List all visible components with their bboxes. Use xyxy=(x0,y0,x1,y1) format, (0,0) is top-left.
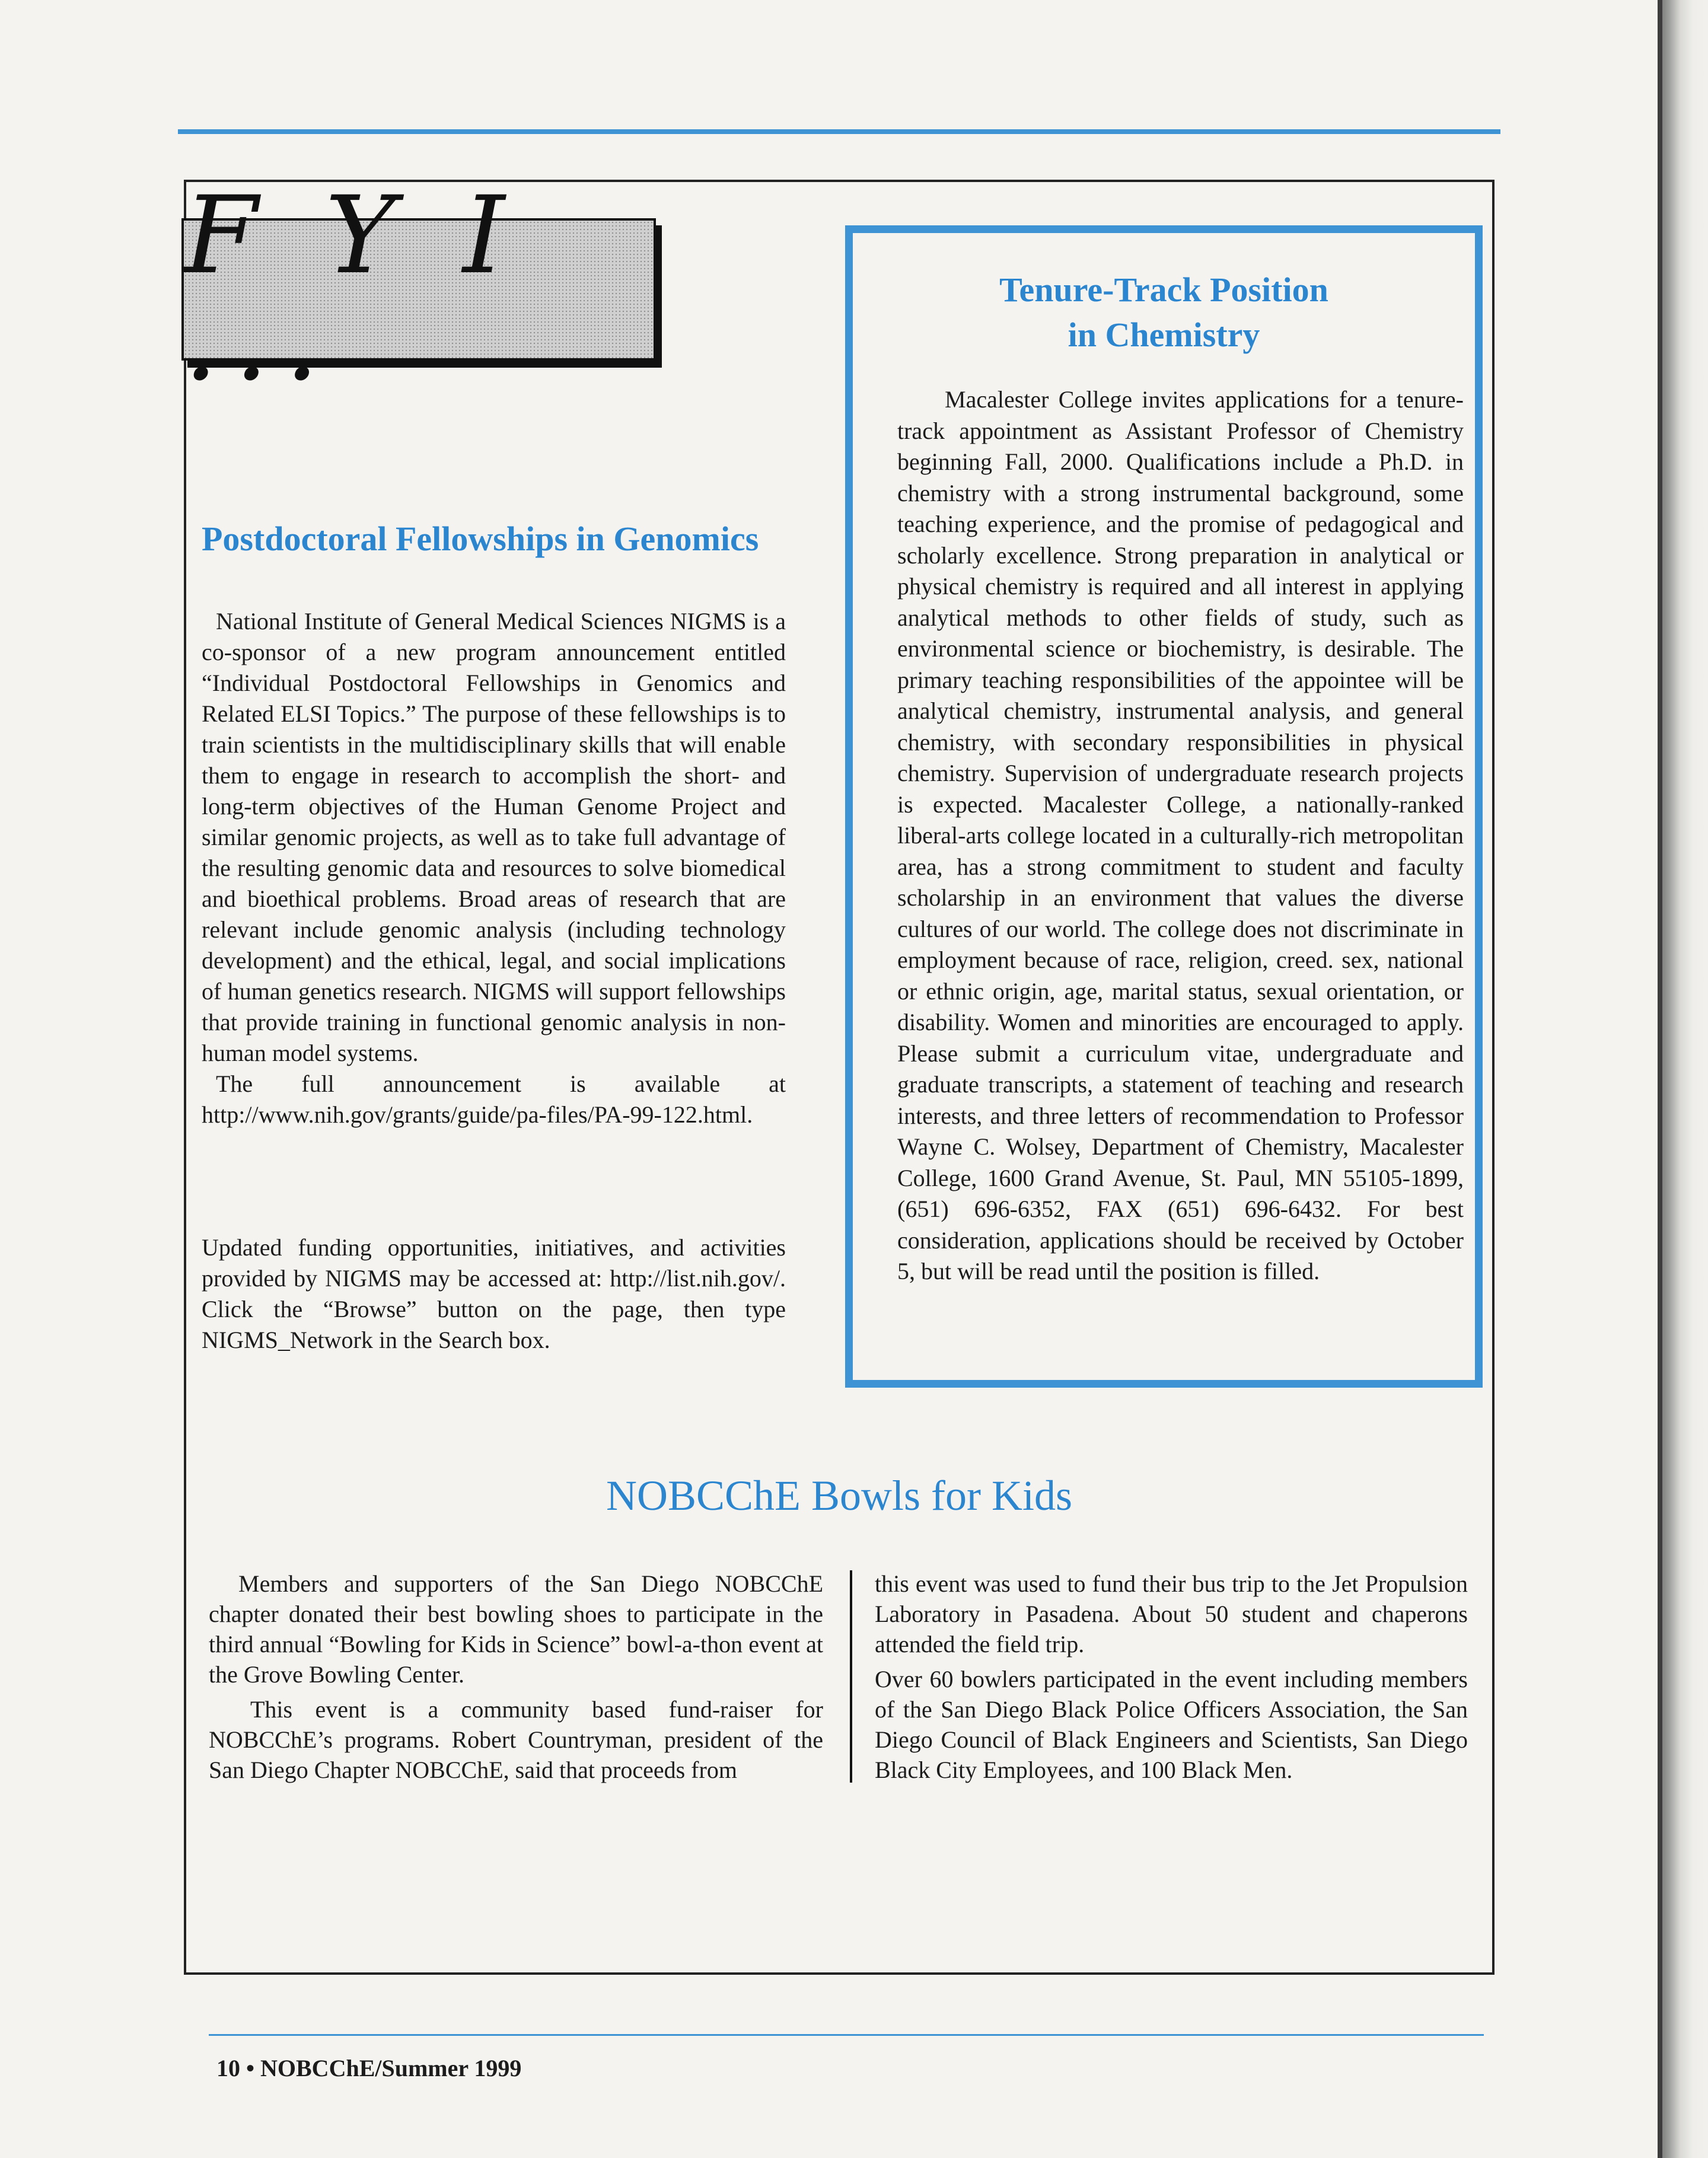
tenure-heading xyxy=(853,267,1475,358)
tenure-track-box xyxy=(845,225,1483,1388)
page-edge xyxy=(1658,0,1662,2158)
funding-note xyxy=(202,1232,786,1356)
tenure-heading-line2: in Chemistry xyxy=(1068,315,1260,354)
top-rule xyxy=(178,129,1500,134)
funding-note-text: Updated funding opportunities, initiatives, and activities provided by NIGMS may be accessed at: http://list.nih.gov/. Click the “Browse” button on the page, then type NIGMS_Network in the Search box. xyxy=(202,1234,786,1353)
postdoc-paragraph: National Institute of General Medical Sciences NIGMS is a co-sponsor of a new program announcement entitled “Individual Postdoctoral Fellowships in Genomics and Related ELSI Topics.” The purpose of these fellowships is to train scientists in the multidisciplinary skills that will enable them to engage in research to accomplish the short- and long-term objectives of the Human Genome Project and similar genomic projects, as well as to take full advantage of the resulting genomic data and resources to solve biomedical and bioethical problems. Broad areas of research that are relevant include genomic analysis (including technology development) and the ethical, legal, and social implications of human genetics research. NIGMS will support fellowships that provide training in functional genomic analysis in non-human model systems. xyxy=(202,608,786,1066)
page-footer: 10 • NOBCChE/Summer 1999 xyxy=(216,2055,522,2082)
bowls-paragraph: This event is a community based fund-raiser for NOBCChE’s programs. Robert Countryman, president of the San Diego Chapter NOBCChE, said that proceeds from xyxy=(209,1696,823,1783)
fyi-banner xyxy=(181,174,656,404)
book-gutter xyxy=(1658,0,1708,2158)
bowls-left-column xyxy=(209,1569,823,1785)
postdoc-paragraph: The full announcement is available at http://www.nih.gov/grants/guide/pa-files/PA-99-122.html. xyxy=(202,1070,786,1128)
bowls-paragraph: this event was used to fund their bus trip to the Jet Propulsion Laboratory in Pasadena. About 50 student and chaperons attended the field trip. xyxy=(875,1570,1468,1657)
tenure-paragraph: Macalester College invites applications for a tenure-track appointment as Assistant Professor of Chemistry beginning Fall, 2000. Qualifications include a Ph.D. in chemistry with a strong instrumental background, some teaching experience, and the promise of pedagogical and scholarly excellence. Strong preparation in analytical or physical chemistry is required and all interest in applying analytical methods to other fields of study, such as environmental science or biochemistry, is desirable. The primary teaching responsibilities of the appointee will be analytical chemistry, instrumental analysis, and general chemistry, with secondary responsibilities in physical chemistry. Supervision of undergraduate research projects is expected. Macalester College, a nationally-ranked liberal-arts college located in a culturally-rich metropolitan area, has a strong commitment to student and faculty scholarship in an environment that values the diverse cultures of our world. The college does not discriminate in employment because of race, religion, creed. sex, national or ethnic origin, age, marital status, sexual orientation, or disability. Women and minorities are encouraged to apply. Please submit a curriculum vitae, undergraduate and graduate transcripts, a statement of teaching and research interests, and three letters of recommendation to Professor Wayne C. Wolsey, Department of Chemistry, Macalester College, 1600 Grand Avenue, St. Paul, MN 55105-1899, (651) 696-6352, FAX (651) 696-6432. For best consideration, applications should be received by October 5, but will be read until the position is filled. xyxy=(897,386,1464,1284)
postdoc-article xyxy=(202,606,786,1130)
bowls-title: NOBCChE Bowls for Kids xyxy=(606,1472,1073,1519)
bowls-paragraph: Members and supporters of the San Diego NOBCChE chapter donated their best bowling shoes to participate in the third annual “Bowling for Kids in Science” bowl-a-thon event at the Grove Bowling Center. xyxy=(209,1570,823,1688)
tenure-heading-line1: Tenure-Track Position xyxy=(999,270,1328,309)
bowls-right-column xyxy=(875,1569,1468,1785)
footer-rule xyxy=(209,2034,1484,2036)
bowls-paragraph: Over 60 bowlers participated in the event including members of the San Diego Black Police Officers Association, the San Diego Council of Black Engineers and Scientists, San Diego Black City Employees, and 100 Black Men. xyxy=(875,1666,1468,1783)
fyi-title: F Y I ... xyxy=(184,174,522,404)
tenure-article xyxy=(897,384,1464,1287)
column-divider xyxy=(850,1570,852,1783)
postdoc-heading: Postdoctoral Fellowships in Genomics xyxy=(202,519,759,558)
